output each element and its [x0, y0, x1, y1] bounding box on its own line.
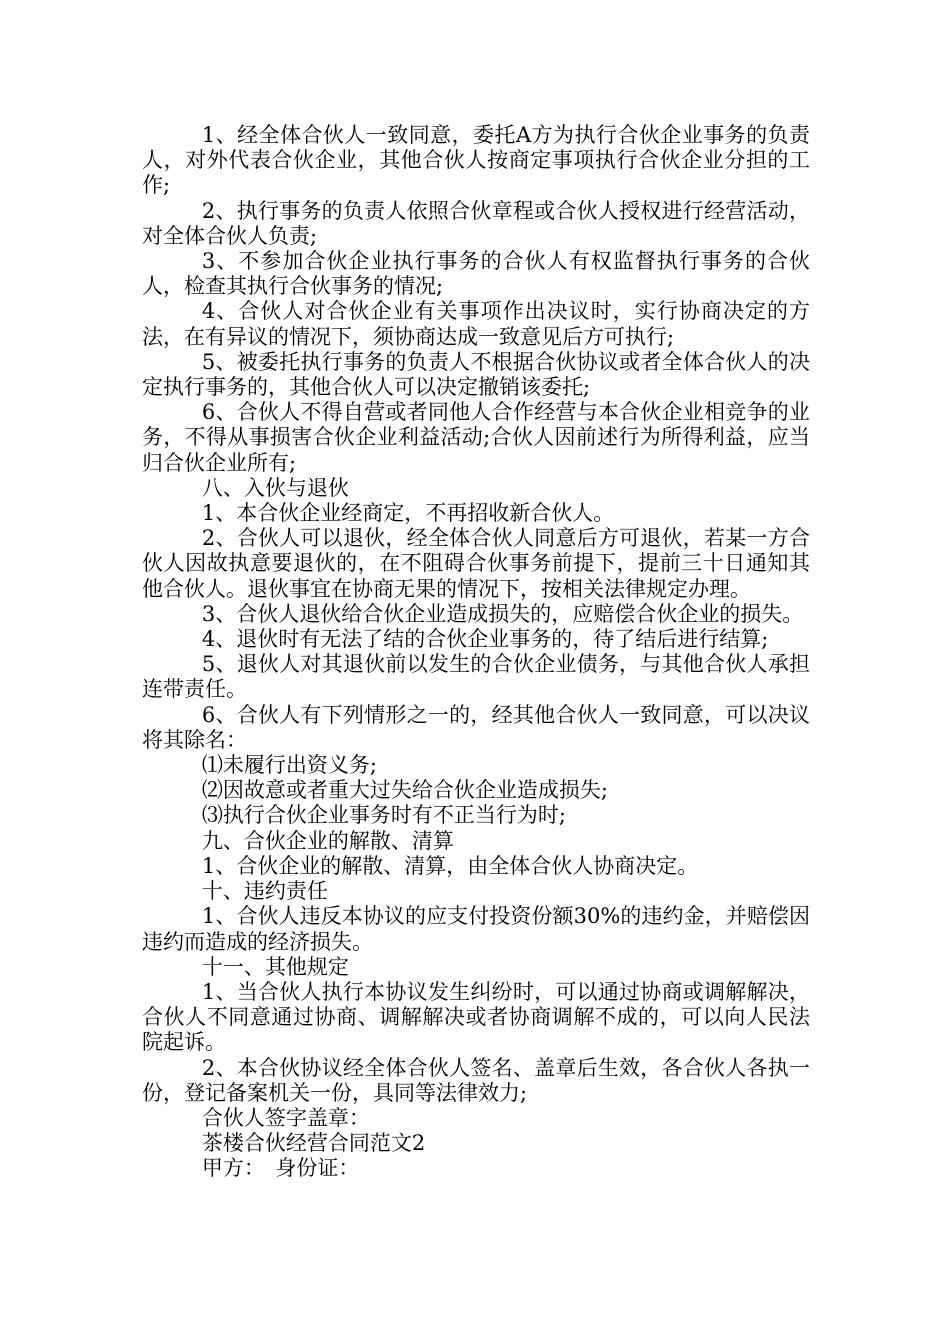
paragraph-clause: 6、合伙人有下列情形之一的，经其他合伙人一致同意，可以决议将其除名：	[142, 702, 810, 752]
paragraph-clause: 5、退伙人对其退伙前以发生的合伙企业债务，与其他合伙人承担连带责任。	[142, 652, 810, 702]
paragraph-clause: 2、合伙人可以退伙，经全体合伙人同意后方可退伙，若某一方合伙人因故执意要退伙的，在不阻碍合伙事务前提下，提前三十日通知其他合伙人。退伙事宜在协商无果的情况下，按相关法律规定办理。	[142, 526, 810, 601]
section-heading: 十一、其他规定	[201, 954, 349, 979]
signature-line: 合伙人签字盖章：	[201, 1105, 370, 1130]
party-a-line: 甲方： 身份证：	[201, 1156, 360, 1181]
paragraph-clause: 5、被委托执行事务的负责人不根据合伙协议或者全体合伙人的决定执行事务的，其他合伙人可以决定撤销该委托;	[142, 349, 810, 400]
paragraph-clause: 1、本合伙企业经商定，不再招收新合伙人。	[201, 501, 615, 526]
document-body	[142, 123, 810, 1182]
paragraph-clause: 2、执行事务的负责人依照合伙章程或合伙人授权进行经营活动，对全体合伙人负责;	[142, 198, 810, 248]
paragraph-subitem: ⑶执行合伙企业事务时有不正当行为时;	[201, 803, 566, 828]
paragraph-clause: 1、合伙企业的解散、清算，由全体合伙人协商决定。	[201, 853, 699, 878]
paragraph-clause: 4、退伙时有无法了结的合伙企业事务的，待了结后进行结算;	[201, 627, 769, 652]
paragraph-clause: 3、合伙人退伙给合伙企业造成损失的，应赔偿合伙企业的损失。	[201, 601, 804, 626]
section-heading: 八、入伙与退伙	[201, 475, 349, 500]
section-heading: 九、合伙企业的解散、清算	[201, 828, 454, 853]
document-title-line: 茶楼合伙经营合同范文2	[201, 1131, 426, 1156]
paragraph-subitem: ⑴未履行出资义务;	[201, 753, 377, 778]
section-heading: 十、违约责任	[201, 879, 328, 904]
paragraph-clause: 2、本合伙协议经全体合伙人签名、盖章后生效，各合伙人各执一份，登记备案机关一份，具同等法律效力;	[142, 1055, 810, 1105]
paragraph-clause: 1、经全体合伙人一致同意，委托A方为执行合伙企业事务的负责人，对外代表合伙企业，其他合伙人按商定事项执行合伙企业分担的工作;	[142, 123, 810, 198]
paragraph-clause: 6、合伙人不得自营或者同他人合作经营与本合伙企业相竞争的业务，不得从事损害合伙企业利益活动;合伙人因前述行为所得利益，应当归合伙企业所有;	[142, 400, 810, 475]
paragraph-clause: 1、合伙人违反本协议的应支付投资份额30%的违约金，并赔偿因违约而造成的经济损失。	[142, 904, 810, 954]
paragraph-clause: 1、当合伙人执行本协议发生纠纷时，可以通过协商或调解解决，合伙人不同意通过协商、调解解决或者协商调解不成的，可以向人民法院起诉。	[142, 979, 810, 1055]
paragraph-subitem: ⑵因故意或者重大过失给合伙企业造成损失;	[201, 778, 608, 803]
paragraph-clause: 4、合伙人对合伙企业有关事项作出决议时，实行协商决定的方法，在有异议的情况下，须协商达成一致意见后方可执行;	[142, 299, 810, 349]
paragraph-clause: 3、不参加合伙企业执行事务的合伙人有权监督执行事务的合伙人，检查其执行合伙事务的情况;	[142, 249, 810, 299]
